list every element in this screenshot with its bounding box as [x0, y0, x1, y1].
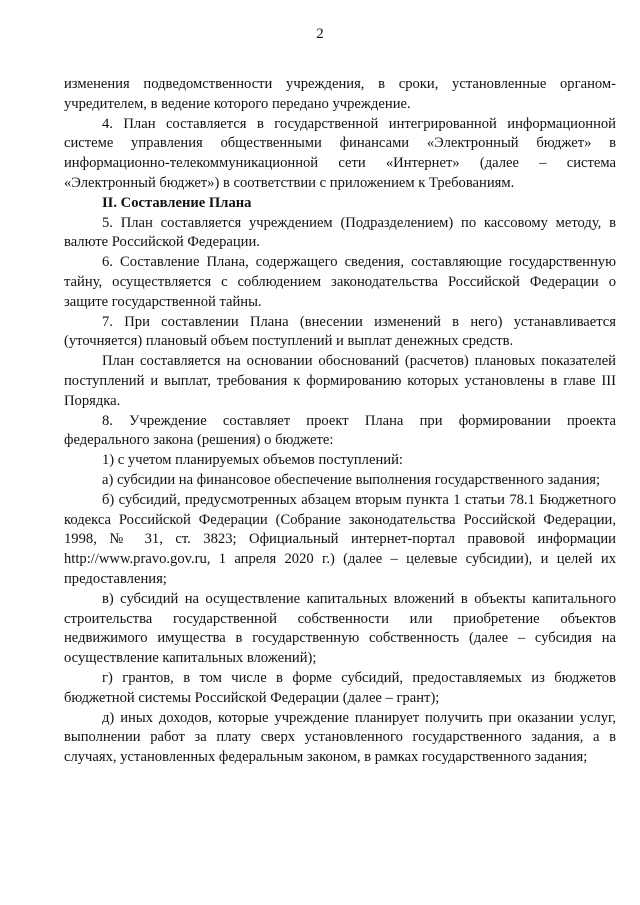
- paragraph-subitem-v: в) субсидий на осуществление капитальных вложений в объекты капитального строительства государственной собственности или приобретение объектов недвижимого имущества в государственную собственность (далее – субсидия на осуществление капитальных вложений);: [64, 590, 616, 667]
- page-number: 2: [316, 26, 324, 42]
- paragraph-subitem-d: д) иных доходов, которые учреждение планирует получить при оказании услуг, выполнении работ за плату сверх установленного государственного задания, а в случаях, установленных федеральным законом, в рамках государственного задания;: [64, 709, 616, 766]
- paragraph-item-5: 5. План составляется учреждением (Подразделением) по кассовому методу, в валюте Российской Федерации.: [64, 214, 616, 251]
- paragraph-subitem-g: г) грантов, в том числе в форме субсидий, предоставляемых из бюджетов бюджетной системы Российской Федерации (далее – грант);: [64, 669, 616, 706]
- document-body: [64, 75, 616, 768]
- paragraph-item-4: 4. План составляется в государственной интегрированной информационной системе управления общественными финансами «Электронный бюджет» в информационно-телекоммуникационной сети «Интернет» (далее – система «Электронный бюджет») в соответствии с приложением к Требованиям.: [64, 115, 616, 191]
- paragraph-item-7: 7. При составлении Плана (внесении изменений в него) устанавливается (уточняется) плановый объем поступлений и выплат денежных средств.: [64, 313, 616, 350]
- paragraph-plan-basis: План составляется на основании обоснований (расчетов) плановых показателей поступлений и выплат, требования к формированию которых установлены в главе III Порядка.: [64, 353, 616, 409]
- paragraph-item-6: 6. Составление Плана, содержащего сведения, составляющие государственную тайну, осуществляется с соблюдением законодательства Российской Федерации о защите государственной тайны.: [64, 254, 616, 310]
- paragraph-subitem-1: 1) с учетом планируемых объемов поступлений:: [102, 452, 403, 469]
- section-title: II. Составление Плана: [102, 194, 252, 211]
- paragraph-item-8: 8. Учреждение составляет проект Плана при формировании проекта федерального закона (решения) о бюджете:: [64, 412, 616, 449]
- paragraph-continuation: изменения подведомственности учреждения, в сроки, установленные органом-учредителем, в ведение которого передано учреждение.: [64, 76, 616, 112]
- paragraph-subitem-a: а) субсидии на финансовое обеспечение выполнения государственного задания;: [102, 471, 601, 488]
- paragraph-subitem-b: б) субсидий, предусмотренных абзацем вторым пункта 1 статьи 78.1 Бюджетного кодекса Российской Федерации (Собрание законодательства Российской Федерации, 1998, № 31, ст. 3823; Официальный интернет-портал правовой информации http://www.pravo.gov.ru, 1 апреля 2020 г.) (далее – целевые субсидии), и целей их предоставления;: [64, 491, 616, 587]
